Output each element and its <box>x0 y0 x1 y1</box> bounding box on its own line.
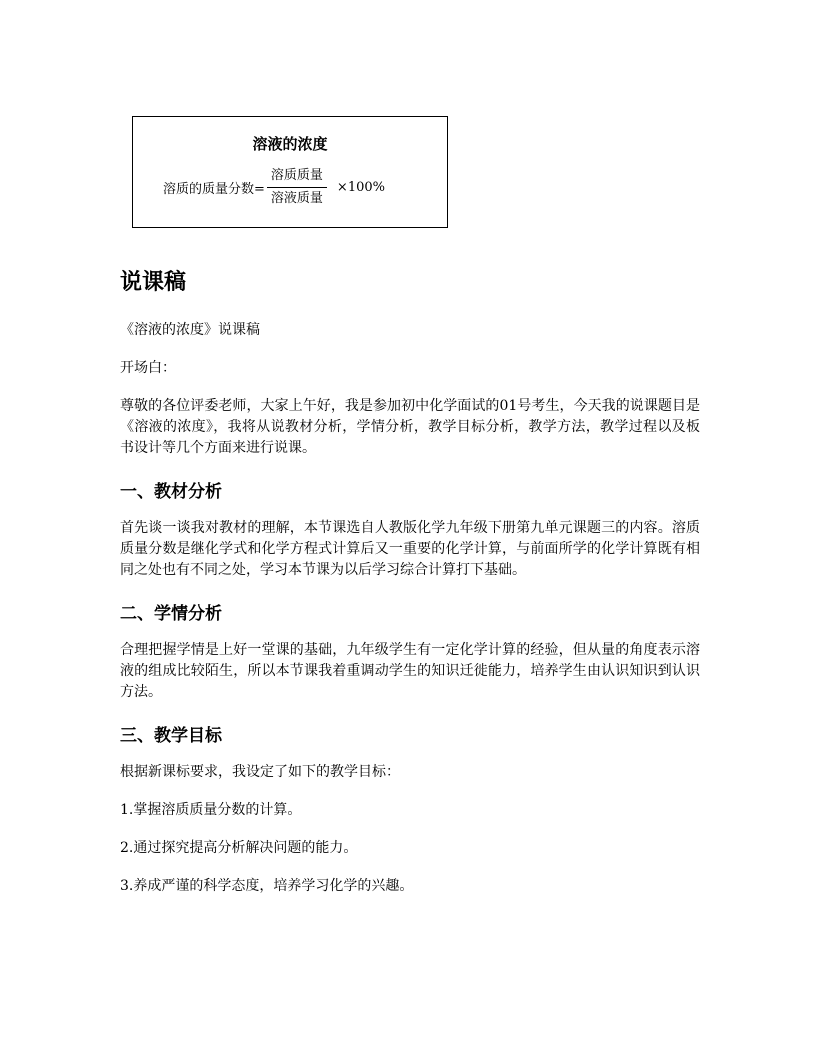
document-title: 说课稿 <box>120 270 187 295</box>
section-heading-teaching-goals: 三、教学目标 <box>120 726 222 746</box>
goal-item: 3.养成严谨的科学态度，培养学习化学的兴趣。 <box>120 878 414 894</box>
section-paragraph-teaching-goals: 根据新课标要求，我设定了如下的教学目标： <box>120 764 400 780</box>
goal-item: 1.掌握溶质质量分数的计算。 <box>120 802 302 818</box>
formula-numerator: 溶质质量 <box>267 167 327 188</box>
document-body <box>120 266 700 914</box>
goal-item: 2.通过探究提高分析解决问题的能力。 <box>120 840 358 856</box>
opening-paragraph: 尊敬的各位评委老师，大家上午好，我是参加初中化学面试的01号考生，今天我的说课题目是《溶液的浓度》，我将从说教材分析，学情分析，教学目标分析，教学方法，教学过程以及板书设计等几个方面来进行说课。 <box>120 398 700 456</box>
formula-fraction <box>267 167 327 208</box>
formula-expression <box>163 163 385 211</box>
section-paragraph-student-analysis: 合理把握学情是上好一堂课的基础，九年级学生有一定化学计算的经验，但从量的角度表示溶液的组成比较陌生，所以本节课我着重调动学生的知识迁徙能力，培养学生由认识知识到认识方法。 <box>120 642 700 700</box>
section-paragraph-textbook-analysis: 首先谈一谈我对教材的理解，本节课选自人教版化学九年级下册第九单元课题三的内容。溶质质量分数是继化学式和化学方程式计算后又一重要的化学计算，与前面所学的化学计算既有相同之处也有不同之处，学习本节课为以后学习综合计算打下基础。 <box>120 520 700 578</box>
section-heading-textbook-analysis: 一、教材分析 <box>120 482 222 502</box>
formula-title: 溶液的浓度 <box>252 135 328 153</box>
opening-label: 开场白： <box>120 360 176 376</box>
formula-denominator: 溶液质量 <box>270 190 323 206</box>
formula-box <box>132 116 448 228</box>
document-subtitle: 《溶液的浓度》说课稿 <box>120 322 260 338</box>
section-heading-student-analysis: 二、学情分析 <box>120 604 222 624</box>
formula-lhs: 溶质的质量分数= <box>163 181 265 197</box>
formula-multiplier: ×100% <box>336 179 385 195</box>
